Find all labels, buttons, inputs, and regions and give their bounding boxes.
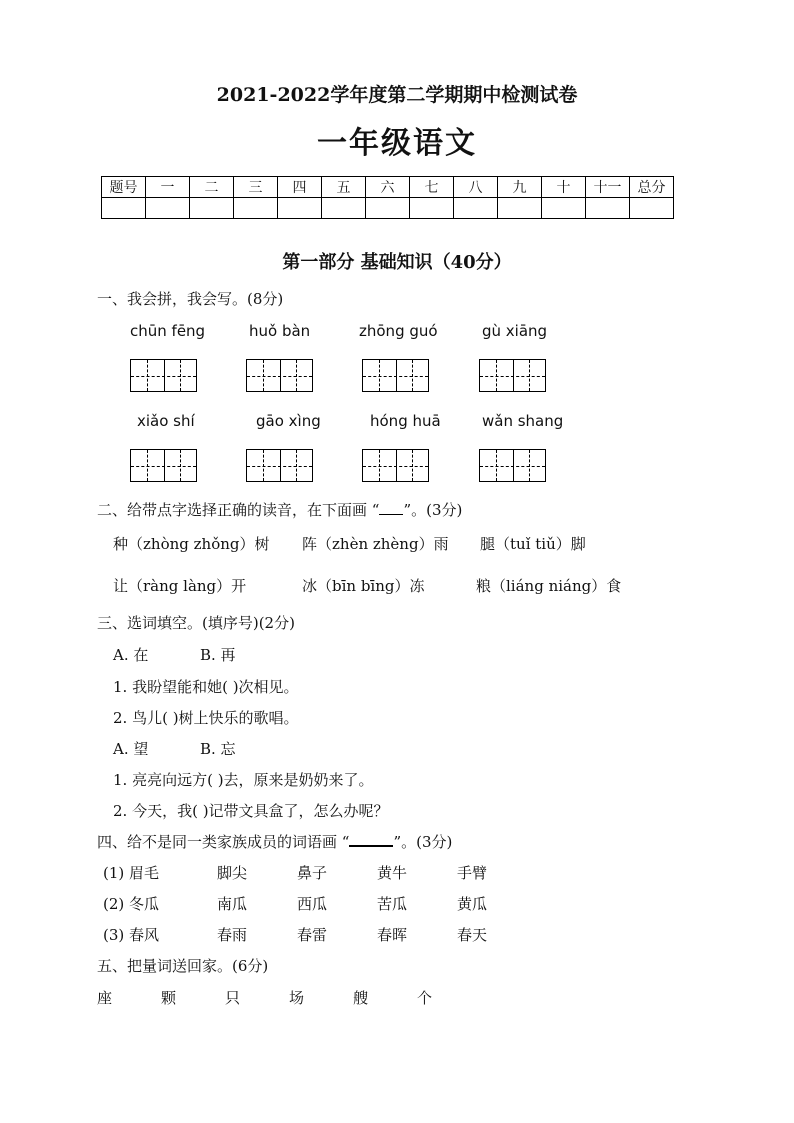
score-header-cell: 题号 [102,177,146,198]
writing-grid[interactable] [130,449,197,482]
question-2-title-score: ”。(3分) [403,501,463,519]
word-item: 鼻子 [297,864,328,882]
exam-title: 2021-2022学年度第二学期期中检测试卷 [216,84,578,106]
score-header-cell: 二 [190,177,234,198]
score-header-cell: 总分 [630,177,674,198]
score-cell[interactable] [278,198,322,219]
score-header-cell: 八 [454,177,498,198]
score-cell[interactable] [498,198,542,219]
writing-grid[interactable] [479,359,546,392]
fill-sentence: 2. 今天，我( )记带文具盒了，怎么办呢？ [113,802,389,820]
score-cell[interactable] [542,198,586,219]
question-1-title: 一、我会拼，我会写。(8分) [97,290,284,308]
pinyin-label: xiǎo shí [137,412,195,430]
question-4-title [97,831,452,852]
option-b: B. 忘 [200,740,236,758]
word-item: 春天 [457,926,488,944]
score-cell[interactable] [322,198,366,219]
question-4-title-score: ”。(3分) [393,833,453,851]
score-header-cell: 六 [366,177,410,198]
fill-sentence: 1. 我盼望能和她( )次相见。 [113,678,299,696]
underline-mark [379,500,403,515]
score-header-cell: 七 [410,177,454,198]
exam-subject: 一年级语文 [317,126,477,161]
word-item: (1) 眉毛 [103,864,160,882]
word-item: (2) 冬瓜 [103,895,160,913]
word-item: 脚尖 [217,864,248,882]
score-cell[interactable] [102,198,146,219]
word-item: 春雨 [217,926,248,944]
fill-sentence: 2. 鸟儿( )树上快乐的歌唱。 [113,709,299,727]
score-table [101,176,674,219]
pinyin-label: chūn fēng [130,322,206,340]
reading-choice: 让（ràng làng）开 [113,577,247,595]
score-header-cell: 三 [234,177,278,198]
question-2-title [97,499,462,520]
writing-grid[interactable] [479,449,546,482]
word-item: 苦瓜 [377,895,408,913]
fill-sentence: 1. 亮亮向远方( )去，原来是奶奶来了。 [113,771,374,789]
option-a: A. 在 [113,646,149,664]
word-item: 西瓜 [297,895,328,913]
measure-word: 个 [417,989,433,1007]
measure-word: 艘 [353,989,369,1007]
word-item: 春晖 [377,926,408,944]
word-item: 黄瓜 [457,895,488,913]
word-item: (3) 春风 [103,926,160,944]
writing-grid[interactable] [130,359,197,392]
pinyin-label: gāo xìng [256,412,321,430]
word-item: 手臂 [457,864,488,882]
score-header-cell: 十一 [586,177,630,198]
question-4-title-text: 四、给不是同一类家族成员的词语画 “ [97,833,350,851]
word-item: 南瓜 [217,895,248,913]
score-cell[interactable] [454,198,498,219]
writing-grid[interactable] [246,449,313,482]
writing-grid[interactable] [362,449,429,482]
question-2-title-text: 二、给带点字选择正确的读音，在下面画 “ [97,501,380,519]
word-item: 春雷 [297,926,328,944]
score-cell[interactable] [410,198,454,219]
pinyin-label: wǎn shang [482,412,564,430]
underline-mark [349,831,393,847]
reading-choice: 种（zhòng zhǒng）树 [113,535,270,553]
pinyin-label: huǒ bàn [249,322,311,340]
writing-grid[interactable] [362,359,429,392]
reading-choice: 阵（zhèn zhèng）雨 [302,535,449,553]
pinyin-label: gù xiāng [482,322,548,340]
score-cell[interactable] [190,198,234,219]
score-cell[interactable] [366,198,410,219]
score-cell[interactable] [146,198,190,219]
pinyin-label: zhōng guó [359,322,438,340]
measure-word: 颗 [161,989,177,1007]
score-header-cell: 四 [278,177,322,198]
score-table-header-row [102,177,674,198]
measure-word: 场 [289,989,305,1007]
score-header-cell: 十 [542,177,586,198]
question-3-title: 三、选词填空。(填序号)(2分) [97,614,295,632]
option-a: A. 望 [113,740,149,758]
question-5-title: 五、把量词送回家。(6分) [97,957,269,975]
measure-word: 只 [225,989,241,1007]
reading-choice: 冰（bīn bīng）冻 [302,577,425,595]
reading-choice: 粮（liáng niáng）食 [476,577,622,595]
score-header-cell: 一 [146,177,190,198]
measure-word: 座 [97,989,113,1007]
score-header-cell: 九 [498,177,542,198]
word-item: 黄牛 [377,864,408,882]
pinyin-label: hóng huā [370,412,441,430]
part-one-title: 第一部分 基础知识（40分） [282,252,512,273]
score-table-blank-row [102,198,674,219]
score-cell[interactable] [234,198,278,219]
score-cell[interactable] [630,198,674,219]
option-b: B. 再 [200,646,236,664]
reading-choice: 腿（tuǐ tiǔ）脚 [480,535,586,553]
score-cell[interactable] [586,198,630,219]
score-header-cell: 五 [322,177,366,198]
writing-grid[interactable] [246,359,313,392]
